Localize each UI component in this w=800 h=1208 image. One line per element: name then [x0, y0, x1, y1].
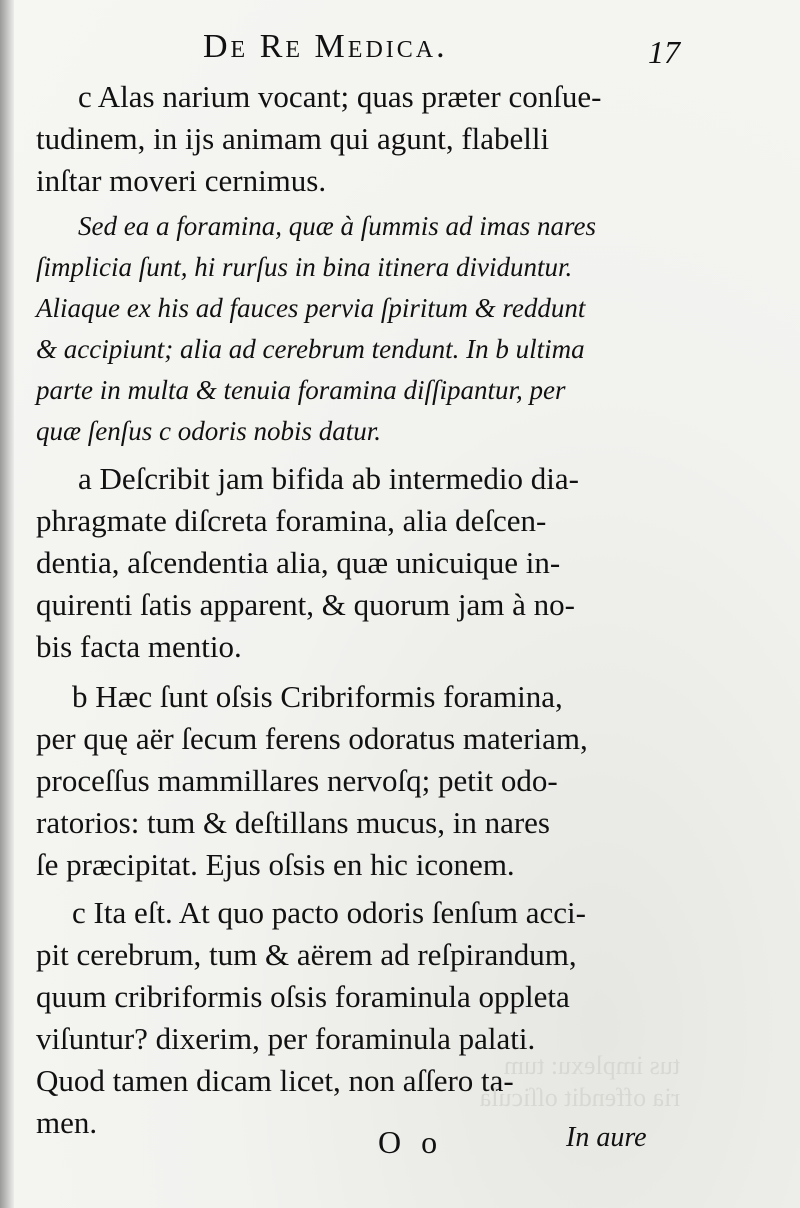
text-line: men.	[36, 1105, 98, 1140]
signature-mark: O o	[378, 1124, 444, 1160]
text-line: quum cribriformis oſsis foraminula oppleta	[36, 979, 570, 1014]
paragraph-main	[36, 206, 672, 452]
catchword: In aure	[566, 1122, 647, 1153]
text-line: ſe præcipitat. Ejus oſsis en hic iconem.	[36, 847, 515, 882]
text-line: ratorios: tum & deſtillans mucus, in nares	[36, 805, 550, 840]
show-through-text: tus implexu: tum ria offendit oſſicula	[479, 1051, 680, 1112]
text-line: b Hæc ſunt oſsis Cribriformis foramina,	[72, 679, 563, 714]
text-line: quæ ſenſus c odoris nobis datur.	[36, 416, 382, 446]
text-line: ſimplicia ſunt, hi rurſus in bina itinera dividuntur.	[36, 252, 573, 282]
text-line: per quę aër ſecum ferens odoratus materiam,	[36, 721, 588, 756]
text-line: bis facta mentio.	[36, 629, 242, 664]
text-line: Quod tamen dicam licet, non aſſero ta-	[36, 1063, 514, 1098]
text-line: quirenti ſatis apparent, & quorum jam à no-	[36, 587, 575, 622]
text-line: Sed ea a foramina, quæ à ſummis ad imas nares	[78, 211, 596, 241]
paragraph-c	[36, 76, 672, 202]
text-line: c Ita eſt. At quo pacto odoris ſenſum acci-	[72, 895, 586, 930]
page-text	[36, 76, 672, 1144]
text-line: phragmate diſcreta foramina, alia deſcen-	[36, 503, 547, 538]
footnote-b	[36, 676, 672, 886]
text-line: a Deſcribit jam bifida ab intermedio dia-	[78, 461, 579, 496]
text-line: parte in multa & tenuia foramina diſſipantur, per	[36, 375, 566, 405]
text-line: proceſſus mammillares nervoſq; petit odo-	[36, 763, 558, 798]
text-line: dentia, aſcendentia alia, quæ unicuique in-	[36, 545, 561, 580]
text-line: Aliaque ex his ad fauces pervia ſpiritum & reddunt	[36, 293, 586, 323]
text-line: & accipiunt; alia ad cerebrum tendunt. In b ultima	[36, 334, 585, 364]
text-line: inſtar moveri cernimus.	[36, 163, 327, 198]
text-line: tudinem, in ijs animam qui agunt, flabelli	[36, 121, 550, 156]
text-line: viſuntur? dixerim, per foraminula palati.	[36, 1021, 536, 1056]
text-line: c Alas narium vocant; quas præter conſue-	[78, 79, 602, 114]
running-head: De Re Medica.	[203, 28, 448, 65]
page-gutter-shadow	[0, 0, 14, 1208]
text-line: pit cerebrum, tum & aërem ad reſpirandum,	[36, 937, 577, 972]
page-number: 17	[648, 34, 680, 70]
footnote-a	[36, 458, 672, 668]
